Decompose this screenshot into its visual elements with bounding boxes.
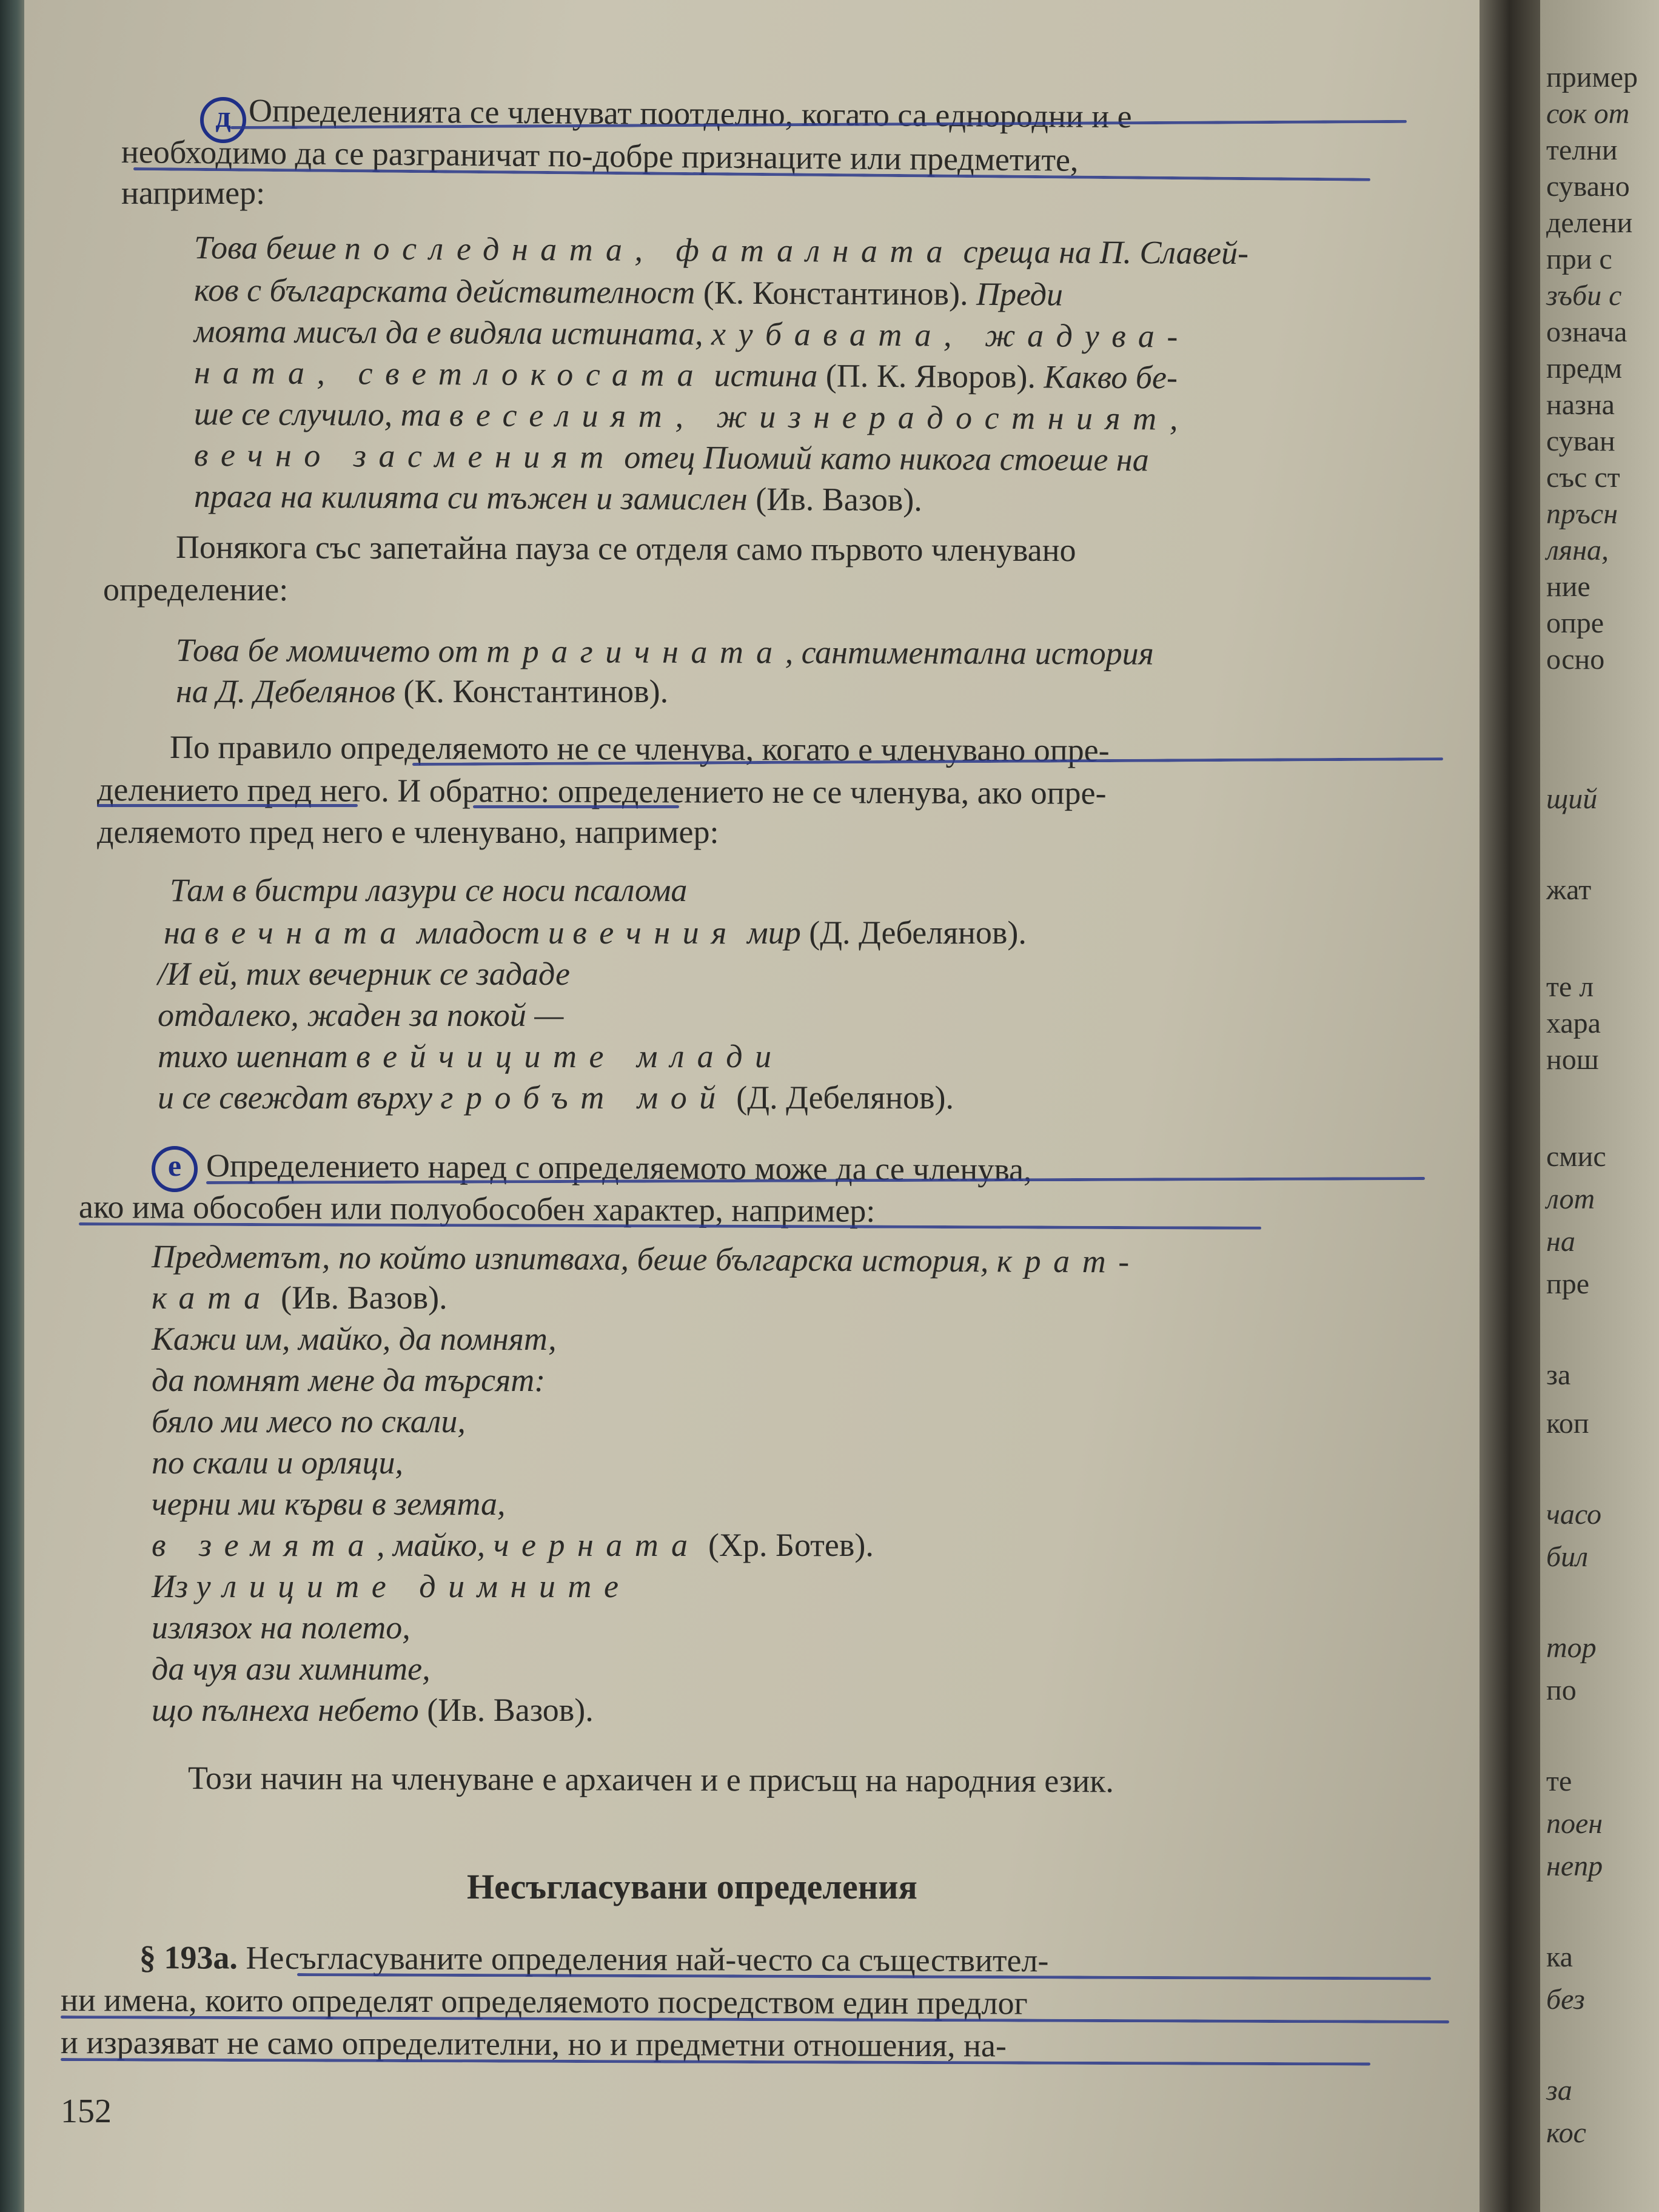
right-page-text: тор	[1546, 1632, 1597, 1664]
right-page-text: суван	[1546, 425, 1615, 457]
right-page-text: опре	[1546, 607, 1604, 639]
paragraph-3-line-1: По правило определяемото не се членува, когато е членувано опре-	[169, 729, 1110, 769]
poem-1-line-1: Там в бистри лазури се носи псалома	[170, 872, 688, 908]
right-page-text: пример	[1546, 61, 1638, 93]
example-2-line-1: Това бе момичето от трагичната, сантиментална история	[175, 632, 1154, 672]
paragraph-4: Този начин на членуване е архаичен и е присъщ на народния език.	[187, 1760, 1114, 1800]
right-page-text: непр	[1546, 1850, 1603, 1882]
right-page-text: телни	[1546, 134, 1618, 166]
right-page-text: назна	[1546, 389, 1615, 421]
section-d-line-1: Определенията се членуват поотделно, когато са еднородни и е	[248, 92, 1132, 135]
right-page-text: ние	[1546, 571, 1590, 603]
section-e-line-2: ако има обособен или полуобособен характер, например:	[78, 1188, 876, 1229]
example-3-line-2: ката (Ив. Вазов).	[152, 1279, 447, 1316]
example-1-line-5: ше се случило, та веселият, жизнерадостният,	[193, 395, 1191, 437]
right-page-text: поен	[1546, 1808, 1603, 1840]
example-3-line-1: Предметът, по който изпитваха, беше българска история, крат-	[151, 1238, 1142, 1280]
example-3-line-9: Из улиците димните	[152, 1568, 631, 1604]
poem-1-line-5: тихо шепнат вейчиците млади	[158, 1038, 784, 1074]
right-page-text: предм	[1546, 352, 1623, 384]
section-d-line-2: необходимо да се разграничат по-добре признаците или предметите,	[121, 133, 1079, 178]
book-page-right-edge	[1540, 0, 1659, 2212]
example-1-line-4: ната, светлокосата истина (П. К. Яворов). Какво бе-	[193, 354, 1178, 396]
right-page-text: осно	[1546, 643, 1605, 675]
example-3-line-6: по скали и орляци,	[152, 1444, 404, 1481]
right-page-text: по	[1546, 1674, 1577, 1706]
example-3-line-5: бяло ми месо по скали,	[152, 1403, 466, 1439]
right-page-text: пръсн	[1546, 498, 1618, 530]
paragraph-5-line-2: ни имена, които определят определяемото посредством един предлог	[60, 1982, 1028, 2022]
right-page-text: делени	[1546, 207, 1633, 239]
right-page-text: със ст	[1546, 461, 1620, 494]
section-e-line-1: Определението наред с определяемото може да се членува,	[206, 1147, 1032, 1188]
marker-d-circle: д	[200, 97, 246, 143]
right-page-text: те л	[1546, 971, 1594, 1003]
example-1-line-1: Това беше последната, фаталната среща на П. Славей-	[193, 229, 1249, 272]
poem-1-line-3: /И ей, тих вечерник се зададе	[158, 956, 570, 992]
right-page-text: те	[1546, 1765, 1572, 1797]
right-page-text: нош	[1546, 1044, 1599, 1076]
right-page-text: пре	[1546, 1268, 1589, 1300]
right-page-text: хара	[1546, 1007, 1601, 1039]
marker-e-circle: е	[152, 1146, 198, 1192]
right-page-text: щий	[1546, 783, 1598, 815]
right-page-text: без	[1546, 1983, 1585, 2016]
poem-1-line-4: отдалеко, жаден за покой —	[158, 997, 564, 1033]
example-3-line-7: черни ми кърви в земята,	[152, 1486, 506, 1522]
paragraph-3-line-3: деляемото пред него е членувано, например:	[97, 814, 719, 850]
pen-underline	[97, 804, 358, 807]
example-3-line-3: Кажи им, майко, да помнят,	[152, 1321, 557, 1357]
right-page-text: смис	[1546, 1141, 1606, 1173]
right-page-text: ляна,	[1546, 534, 1609, 566]
paragraph-5-line-3: и изразяват не само определителни, но и предметни отношения, на-	[60, 2024, 1007, 2064]
right-page-text: за	[1546, 2074, 1572, 2106]
right-page-text: сок от	[1546, 98, 1630, 130]
poem-1-line-2: на вечната младост и вечния мир (Д. Дебелянов).	[164, 914, 1027, 951]
right-page-text: часо	[1546, 1498, 1602, 1530]
example-3-line-8: в земята, майко, черната (Хр. Ботев).	[152, 1527, 874, 1563]
example-2-line-2: на Д. Дебелянов (К. Константинов).	[176, 673, 669, 709]
right-page-text: жат	[1546, 874, 1592, 906]
book-page-left	[24, 0, 1504, 2212]
example-3-line-12: що пълнеха небето (Ив. Вазов).	[152, 1692, 594, 1728]
right-page-text: при с	[1546, 243, 1612, 275]
example-1-line-2: ков с българската действителност (К. Константинов). Преди	[193, 272, 1064, 313]
example-1-line-6: вечно засмeният отец Пиомий като никога стоеше на	[193, 437, 1149, 478]
right-page-text: ка	[1546, 1941, 1573, 1973]
right-page-text: сувано	[1546, 170, 1630, 203]
right-page-text: бил	[1546, 1541, 1589, 1573]
right-page-text: зъби с	[1546, 280, 1622, 312]
right-page-text: лот	[1546, 1183, 1595, 1215]
pen-underline	[473, 805, 679, 808]
example-1-line-7: прага на килията си тъжен и замислен (Ив. Вазов).	[193, 478, 922, 518]
right-page-text: означа	[1546, 316, 1627, 348]
book-gutter	[1480, 0, 1546, 2212]
example-1-line-3: моята мисъл да е видяла истината, хубавата, жадува-	[193, 313, 1191, 355]
example-3-line-11: да чуя ази химните,	[152, 1651, 431, 1687]
paragraph-2-line-1: Понякога със запетайна пауза се отделя само първото членувано	[175, 529, 1076, 569]
page-number: 152	[61, 2093, 112, 2130]
paragraph-3-line-2: делението пред него. И обратно: определението не се членува, ако опре-	[96, 771, 1107, 811]
right-page-text: коп	[1546, 1407, 1589, 1439]
example-3-line-4: да помнят мене да търсят:	[152, 1362, 546, 1398]
poem-1-line-6: и се свеждат върху гробът мой (Д. Дебелянов).	[158, 1079, 954, 1116]
section-d-line-3: например:	[121, 175, 266, 211]
right-page-text: на	[1546, 1225, 1575, 1258]
paragraph-5-line-1: § 193а. Несъгласуваните определения най-често са съществител-	[139, 1939, 1049, 1979]
example-3-line-10: излязох на полето,	[152, 1609, 411, 1646]
section-heading: Несъгласувани определения	[467, 1867, 917, 1906]
right-page-text: за	[1546, 1359, 1571, 1391]
right-page-text: кос	[1546, 2117, 1586, 2149]
paragraph-2-line-2: определение:	[103, 571, 289, 608]
